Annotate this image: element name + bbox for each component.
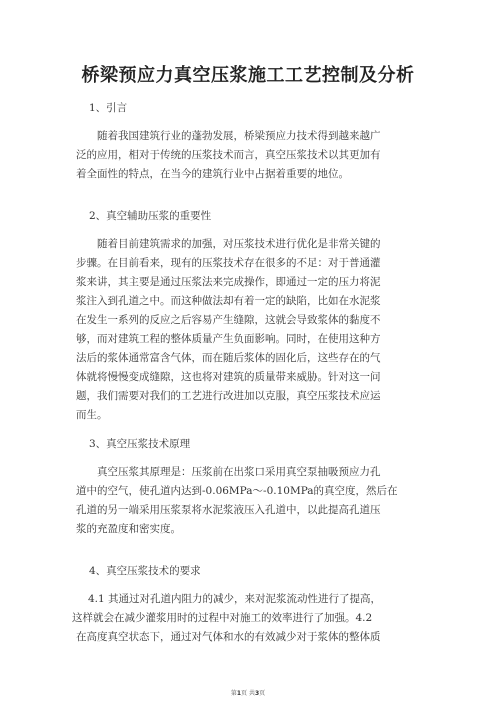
paragraph-line: 道中的空气，使孔道内达到-0.06MPa～-0.10MPa的真空度，然后在: [76, 485, 398, 497]
paragraph-line: 这样就会在减少灌浆用时的过程中对施工的效率进行了加强。4.2: [72, 612, 373, 624]
paragraph-line: 在发生一系列的反应之后容易产生缝隙，这就会导致浆体的黏度不: [76, 314, 381, 326]
footer-prefix: 第: [230, 690, 237, 697]
footer-middle: 页 共: [241, 690, 255, 697]
document-title: 桥梁预应力真空压浆施工工艺控制及分析: [81, 65, 415, 86]
paragraph-line: 浆来讲，其主要是通过压浆法来完成操作，即通过一定的压力将泥: [76, 276, 381, 288]
paragraph-intro: [76, 127, 428, 184]
footer-page-number: 1: [236, 690, 242, 697]
section-heading-importance: 2、真空辅助压浆的重要性: [89, 210, 212, 222]
paragraph-line: 着全面性的特点，在当今的建筑行业中占据着重要的地位。: [76, 168, 349, 180]
section-heading-principle: 3、真空压浆技术原理: [89, 438, 191, 450]
paragraph-line: 浆的充盈度和密实度。: [76, 523, 181, 535]
page-footer: [0, 690, 496, 698]
paragraph-line: 而生。: [76, 409, 108, 421]
paragraph-importance: [76, 235, 428, 425]
paragraph-line: 法后的浆体通常富含气体，而在随后浆体的固化后，这些存在的气: [76, 352, 381, 364]
paragraph-line: 在高度真空状态下，通过对气体和水的有效减少对于浆体的整体质: [76, 631, 381, 643]
section-heading-requirements: 4、真空压浆技术的要求: [89, 565, 201, 577]
paragraph-line: 步骤。在目前看来，现有的压浆技术存在很多的不足：对于普通灌: [76, 257, 381, 269]
paragraph-line: 随着目前建筑需求的加强，对压浆技术进行优化是非常关键的: [97, 238, 381, 250]
footer-total-pages: 3: [254, 690, 260, 697]
paragraph-line: 够，而对建筑工程的整体质量产生负面影响。同时，在使用这种方: [76, 333, 381, 345]
footer-suffix: 页: [259, 690, 266, 697]
paragraph-line: 孔道的另一端采用压浆泵将水泥浆液压入孔道中，以此提高孔道压: [76, 504, 381, 516]
paragraph-requirements: [72, 590, 428, 647]
paragraph-line: 4.1 其通过对孔道内阻力的减少，来对泥浆流动性进行了提高，: [88, 593, 382, 605]
paragraph-line: 浆注入到孔道之中。而这种做法却有着一定的缺陷，比如在水泥浆: [76, 295, 381, 307]
paragraph-line: 题，我们需要对我们的工艺进行改进加以克服，真空压浆技术应运: [76, 390, 381, 402]
paragraph-line: 泛的应用，相对于传统的压浆技术而言，真空压浆技术以其更加有: [76, 149, 381, 161]
paragraph-principle: [76, 463, 428, 539]
section-heading-intro: 1、引言: [89, 102, 128, 114]
paragraph-line: 真空压浆其原理是：压浆前在出浆口采用真空泵抽吸预应力孔: [97, 466, 381, 478]
paragraph-line: 随着我国建筑行业的蓬勃发展，桥梁预应力技术得到越来越广: [97, 130, 381, 142]
paragraph-line: 体就将慢慢变成缝隙，这也将对建筑的质量带来威胁。针对这一问: [76, 371, 381, 383]
